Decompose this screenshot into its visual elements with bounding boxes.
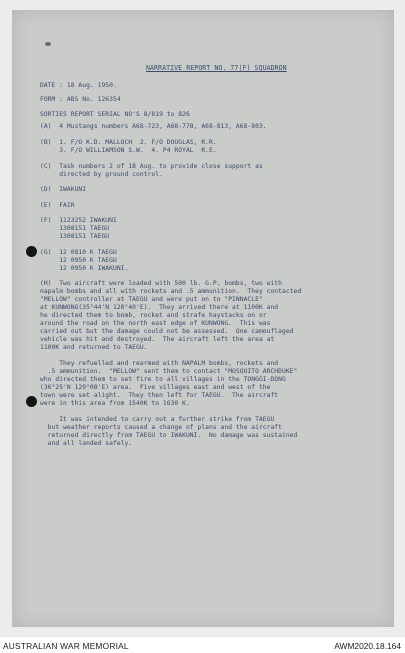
section-d: (D) IWAKUNI [40, 186, 87, 193]
document-page [12, 10, 394, 627]
document-title: NARRATIVE REPORT NO. 77(F) SQUADRON [146, 64, 287, 72]
para-2-line-2: .5 ammunition. "MELLOW" sent them to contact "MOSQUITO ARCHDUKE" [40, 368, 298, 375]
footer-source: AUSTRALIAN WAR MEMORIAL [3, 641, 129, 651]
section-f-line-2: 1308151 TAEGU [40, 225, 110, 232]
section-h-line-2: napalm bombs and all with rockets and .5 ammunition. They contacted [40, 288, 302, 295]
section-b-line-1: (B) 1. F/O K.D. MALLOCH 2. F/O DOUGLAS, R.R. [40, 139, 217, 146]
footer-bar [0, 637, 405, 653]
punch-hole-lower [26, 396, 37, 407]
para-3-line-4: and all landed safely. [40, 440, 133, 447]
para-2-line-3: who directed them to set fire to all villages in the TONGGI-DONG [40, 376, 286, 383]
para-3-line-3: returned directly from TAEGU to IWAKUNI. No damage was sustained [40, 432, 298, 439]
section-a: (A) 4 Mustangs numbers A68-723, A68-778, A68-813, A68-803. [40, 123, 267, 130]
para-3-line-1: It was intended to carry out a further strike from TAEGU [40, 416, 275, 423]
para-2-line-5: town were set alight. They then left for TAEGU. The aircraft [40, 392, 279, 399]
footer-accession-number: AWM2020.18.164 [334, 641, 401, 651]
form-line: FORM : ABS No. 126354 [40, 96, 121, 103]
paper-speck [45, 42, 51, 46]
section-h-line-3: "MELLOW" controller at TAEGU and were put on to "PINNACLE" [40, 296, 263, 303]
para-3-line-2: but weather reports caused a change of plans and the aircraft [40, 424, 282, 431]
serial-line: SORTIES REPORT SERIAL NO'S 8/819 to 826 [40, 111, 190, 118]
para-2-line-1: They refuelled and rearmed with NAPALM bombs, rockets and [40, 360, 279, 367]
section-h-line-1: (H) Two aircraft were loaded with 500 lb. G.P. bombs, two with [40, 280, 282, 287]
section-f-line-3: 1308151 TAEGU [40, 233, 110, 240]
section-h-line-4: at KUNWONG(35°44'N 128°40'E). They arrived there at 1100K and [40, 304, 279, 311]
para-2-line-6: were in this area from 1540K to 1630 K. [40, 400, 190, 407]
section-h-line-9: 1100K and returned to TAEGU. [40, 344, 148, 351]
section-b-line-2: 3. F/O WILLIAMSON S.W. 4. P4 ROYAL R.E. [40, 147, 217, 154]
section-h-line-5: he directed them to bomb, rocket and strafe haystacks on or [40, 312, 267, 319]
para-2-line-4: (36°25'N 129°08'E) area. Five villages east and west of the [40, 384, 271, 391]
section-c-line-1: (C) Task numbers 2 of 18 Aug. to provide close support as [40, 163, 263, 170]
section-g-line-3: 12 0950 K IWAKUNI. [40, 265, 129, 272]
section-c-line-2: directed by ground control. [40, 171, 163, 178]
date-line: DATE : 18 Aug. 1950. [40, 82, 117, 89]
punch-hole-upper [26, 246, 37, 257]
section-g-line-1: (G) 12 0810 K TAEGU [40, 249, 117, 256]
section-h-line-7: carried out but the damage could not be assessed. One camouflaged [40, 328, 294, 335]
section-h-line-6: around the road on the north east edge of KUNWONG. This was [40, 320, 271, 327]
section-e: (E) FAIR [40, 202, 75, 209]
section-g-line-2: 12 0950 K TAEGU [40, 257, 117, 264]
section-h-line-8: vehicle was hit and destroyed. The aircraft left the area at [40, 336, 275, 343]
section-f-line-1: (F) 1123252 IWAKUNI [40, 217, 117, 224]
